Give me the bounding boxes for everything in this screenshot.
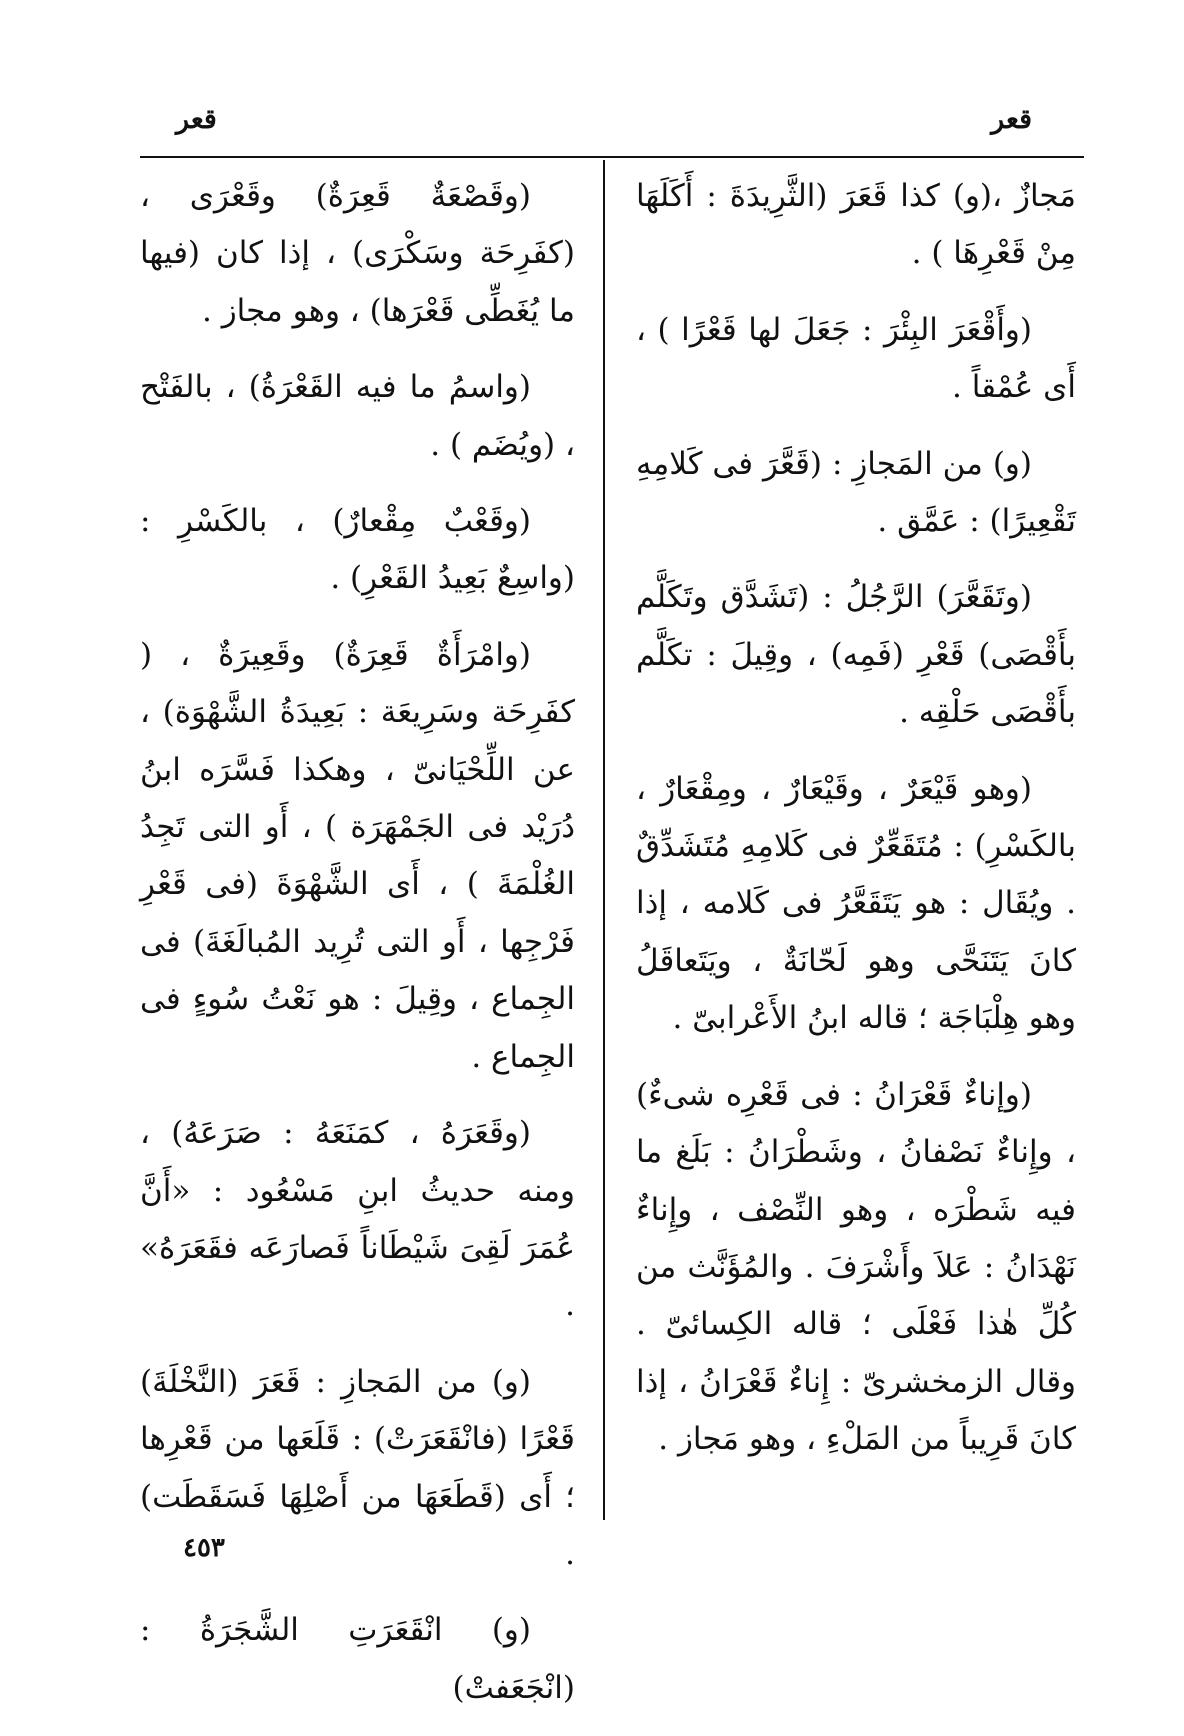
entry-paragraph: (و) انْقَعَرَتِ الشَّجَرَةُ :(انْجَعَفتْ) [140, 1612, 575, 1706]
running-head-left: قعر [176, 104, 217, 135]
entry-paragraph: (وهو قَيْعَرٌ ، وقَيْعَارٌ ، ومِقْعَارٌ ، بالكَسْرِ) : مُتَقَعِّرٌ فى كَلامِهِ مُتَشَدِّقٌ . ويُقَال : هو يَتَقَعَّرُ فى كَلامه ، إذا كانَ يَتَنَحَّى وهو لَحّانَةٌ ، ويَتَعاقَلُ وهو هِلْبَاجَة ؛ قاله ابنُ الأَعْرابىّ . [636, 770, 1076, 1037]
entry-paragraph: (وقَصْعَةٌ قَعِرَةٌ) وقَعْرَى ، (كفَرِحَة وسَكْرَى) ، إذا كان (فيها ما يُغَطِّى قَعْرَها) ، وهو مجاز . [140, 178, 575, 329]
entry-paragraph: (وقَعْبٌ مِقْعارٌ) ، بالكَسْرِ : (واسِعٌ بَعِيدُ القَعْرِ) . [140, 503, 575, 597]
entry-paragraph: (وقَعَرَهُ ، كمَنَعَهُ : صَرَعَهُ) ، ومنه حديثُ ابنِ مَسْعُود : «أَنَّ عُمَرَ لَقِىَ شَيْطَاناً فَصارَعَه فقَعَرَهُ» . [140, 1115, 575, 1324]
right-column [636, 168, 1076, 1488]
entry-paragraph: (واسمُ ما فيه القَعْرَةُ) ، بالفَتْح ، (ويُضَم ) . [140, 369, 575, 463]
column-divider [603, 160, 605, 1520]
entry-paragraph: (وتَقَعَّرَ) الرَّجُلُ : (تَشَدَّق وتَكَلَّم بأَقْصَى) قَعْرِ (فَمِه) ، وقِيلَ : تكَلَّم بأَقْصَى حَلْقِه . [636, 579, 1076, 731]
entry-paragraph: (وإناءٌ قَعْرَانُ : فى قَعْرِه شىءٌ) ، وإِناءٌ نَصْفانُ ، وشَطْرَانُ : بَلَغ ما فيه شَطْرَه ، وهو النِّصْف ، وإِناءٌ نَهْدَانُ : عَلاَ وأَشْرَفَ . والمُؤَنَّث من كُلِّ هٰذا فَعْلَى ؛ قاله الكِسائىّ . وقال الزمخشرىّ : إِناءٌ قَعْرَانُ ، إذا كانَ قَرِيباً من المَلْءِ ، وهو مَجاز . [636, 1076, 1076, 1458]
page-number: ٤٥٣ [183, 1533, 225, 1563]
header-rule [140, 156, 1084, 158]
entry-paragraph: (و) من المَجازِ : قَعَرَ (النَّخْلَةَ) قَعْرًا (فانْقَعَرَتْ) : قَلَعَها من قَعْرِها ؛ أَى (قَطَعَهَا من أَصْلِهَا فَسَقَطَت) . [140, 1363, 575, 1572]
entry-paragraph: (وامْرَأَةٌ قَعِرَةٌ) وقَعِيرَةٌ ، ( كفَرِحَة وسَرِيعَة : بَعِيدَةُ الشَّهْوَة) ، عن اللِّحْيَانىّ ، وهكذا فَسَّرَه ابنُ دُرَيْد فى الجَمْهَرَة ) ، أَو التى تَجِدُ الغُلْمَةَ ) ، أَى الشَّهْوَةَ (فى قَعْرِ فَرْجِها ، أَو التى تُرِيد المُبالَغَةَ) فى الجِماع ، وقِيلَ : هو نَعْتُ سُوءٍ فى الجِماع . [140, 636, 575, 1075]
running-head-right: قعر [991, 104, 1032, 135]
entry-paragraph: (وأَقْعَرَ البِئْرَ : جَعَلَ لها قَعْرًا ) ، أَى عُمْقاً . [636, 311, 1076, 406]
entry-paragraph: مَجازٌ ،(و) كذا قَعَرَ (الثَّرِيدَةَ : أَكَلَهَا مِنْ قَعْرِهَا ) . [636, 178, 1076, 272]
entry-paragraph: (و) من المَجازِ : (قَعَّرَ فى كَلامِهِ تَقْعِيرًا) : عَمَّق . [636, 445, 1076, 540]
left-column [140, 168, 575, 1736]
